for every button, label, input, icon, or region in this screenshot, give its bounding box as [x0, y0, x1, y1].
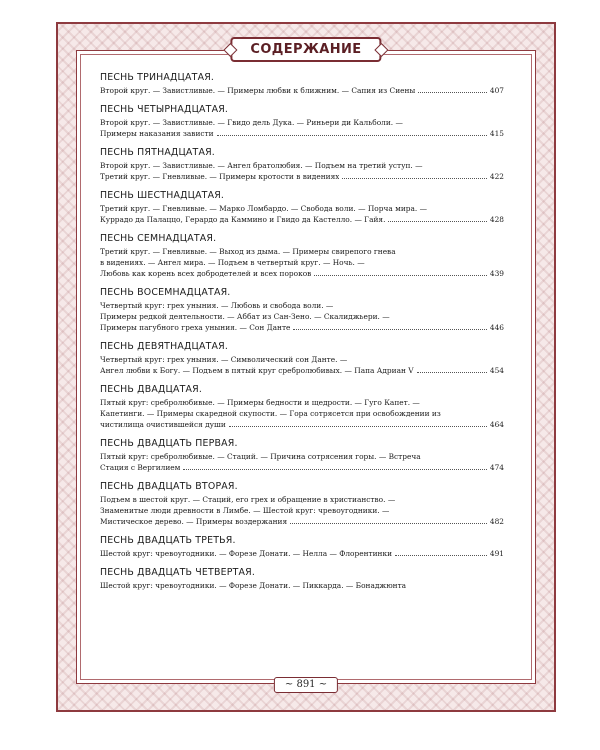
- toc-line-text: Третий круг. — Гневливые. — Выход из дыма. — Примеры свирепого гнева: [100, 247, 396, 256]
- toc-page-number: 474: [489, 463, 504, 472]
- dot-leader: [229, 426, 487, 427]
- toc-page-number: 446: [489, 323, 504, 332]
- toc-line: [100, 300, 504, 311]
- toc-page-number: 491: [489, 549, 504, 558]
- toc-line-text: Стация с Вергилием: [100, 463, 181, 472]
- toc-line-text: в видениях. — Ангел мира. — Подъем в четвертый круг. — Ночь. —: [100, 258, 365, 267]
- toc-line-text: Примеры пагубного греха уныния. — Сон Данте: [100, 323, 291, 332]
- section-title: ПЕСНЬ ВОСЕМНАДЦАТАЯ.: [100, 287, 231, 298]
- toc-page-number: 415: [489, 129, 504, 138]
- toc-section: [100, 481, 504, 527]
- dot-leader: [418, 92, 487, 93]
- section-title: ПЕСНЬ ШЕСТНАДЦАТАЯ.: [100, 190, 225, 201]
- section-title: ПЕСНЬ ДВАДЦАТЬ ПЕРВАЯ.: [100, 438, 238, 449]
- toc-line: [100, 257, 504, 268]
- toc-section: [100, 72, 504, 96]
- toc-line-text: Четвертый круг: грех уныния. — Любовь и свобода воли. —: [100, 301, 334, 310]
- toc-line: [100, 516, 504, 527]
- dot-leader: [314, 275, 487, 276]
- toc-line: [100, 311, 504, 322]
- toc-line-text: Подъем в шестой круг. — Стаций, его грех и обращение в христианство. —: [100, 495, 396, 504]
- toc-line: [100, 408, 504, 419]
- toc-line-text: Пятый круг: сребролюбивые. — Стаций. — Причина сотрясения горы. — Встреча: [100, 452, 421, 461]
- toc-line: [100, 397, 504, 408]
- toc-line-text: Шестой круг: чревоугодники. — Форезе Донати. — Нелла — Флорентинки: [100, 549, 393, 558]
- toc-section: [100, 287, 504, 333]
- toc-line-text: Куррадо да Палаццо, Герардо да Каммино и Гвидо да Кастелло. — Гайя.: [100, 215, 386, 224]
- toc-section: [100, 104, 504, 139]
- toc-line-text: Четвертый круг: грех уныния. — Символический сон Данте. —: [100, 355, 348, 364]
- toc-page-number: 482: [489, 517, 504, 526]
- toc-line: [100, 580, 504, 591]
- toc-page-number: 407: [489, 86, 504, 95]
- toc-line-text: чистилища очистившейся души: [100, 420, 226, 429]
- toc-line: [100, 462, 504, 473]
- dot-leader: [395, 555, 487, 556]
- toc-page-number: 454: [489, 366, 504, 375]
- toc-page-number: 428: [489, 215, 504, 224]
- toc-line: [100, 171, 504, 182]
- toc-line: [100, 160, 504, 171]
- toc-line-text: Любовь как корень всех добродетелей и всех пороков: [100, 269, 312, 278]
- toc-section: [100, 535, 504, 559]
- toc-line-text: Второй круг. — Завистливые. — Ангел братолюбия. — Подъем на третий уступ. —: [100, 161, 423, 170]
- toc-line-text: Капетинги. — Примеры скаредной скупости. — Гора сотрясется при освобождении из: [100, 409, 441, 418]
- toc-section: [100, 190, 504, 225]
- toc-line-text: Знаменитые люди древности в Лимбе. — Шестой круг: чревоугодники. —: [100, 506, 390, 515]
- toc-line: [100, 128, 504, 139]
- toc-line: [100, 117, 504, 128]
- toc-line: [100, 494, 504, 505]
- toc-line: [100, 505, 504, 516]
- dot-leader: [290, 523, 487, 524]
- toc-line: [100, 354, 504, 365]
- table-of-contents: [100, 72, 504, 599]
- toc-line-text: Шестой круг: чревоугодники. — Форезе Донати. — Пиккарда. — Бонаджюнта: [100, 581, 407, 590]
- toc-section: [100, 147, 504, 182]
- toc-line-text: Третий круг. — Гневливые. — Марко Ломбардо. — Свобода воли. — Порча мира. —: [100, 204, 427, 213]
- toc-line-text: Ангел любви к Богу. — Подъем в пятый круг сребролюбивых. — Папа Адриан V: [100, 366, 414, 375]
- section-title: ПЕСНЬ ДВАДЦАТАЯ.: [100, 384, 202, 395]
- toc-line-text: Примеры редкой деятельности. — Аббат из Сан-Зено. — Скалиджьери. —: [100, 312, 390, 321]
- section-title: ПЕСНЬ ТРИНАДЦАТАЯ.: [100, 72, 215, 83]
- toc-section: [100, 384, 504, 430]
- toc-section: [100, 567, 504, 591]
- section-title: ПЕСНЬ ПЯТНАДЦАТАЯ.: [100, 147, 215, 158]
- toc-line: [100, 322, 504, 333]
- dot-leader: [342, 178, 486, 179]
- toc-line: [100, 419, 504, 430]
- section-title: ПЕСНЬ ЧЕТЫРНАДЦАТАЯ.: [100, 104, 229, 115]
- toc-line-text: Примеры наказания зависти: [100, 129, 214, 138]
- toc-line: [100, 268, 504, 279]
- toc-line: [100, 365, 504, 376]
- dot-leader: [183, 469, 486, 470]
- toc-section: [100, 341, 504, 376]
- page-number: ~ 891 ~: [274, 677, 338, 693]
- page-title: СОДЕРЖАНИЕ: [230, 37, 381, 62]
- section-title: ПЕСНЬ ДВАДЦАТЬ ТРЕТЬЯ.: [100, 535, 236, 546]
- toc-line-text: Второй круг. — Завистливые. — Примеры любви к ближним. — Сапия из Сиены: [100, 86, 416, 95]
- dot-leader: [217, 135, 487, 136]
- toc-section: [100, 438, 504, 473]
- toc-page-number: 439: [489, 269, 504, 278]
- toc-line: [100, 246, 504, 257]
- toc-line-text: Второй круг. — Завистливые. — Гвидо дель Дука. — Риньери ди Кальболи. —: [100, 118, 403, 127]
- toc-page-number: 464: [489, 420, 504, 429]
- toc-page-number: 422: [489, 172, 504, 181]
- toc-line: [100, 203, 504, 214]
- section-title: ПЕСНЬ ДЕВЯТНАДЦАТАЯ.: [100, 341, 229, 352]
- toc-line: [100, 451, 504, 462]
- toc-section: [100, 233, 504, 279]
- toc-line-text: Пятый круг: сребролюбивые. — Примеры бедности и щедрости. — Гуго Капет. —: [100, 398, 420, 407]
- dot-leader: [388, 221, 486, 222]
- toc-line: [100, 85, 504, 96]
- section-title: ПЕСНЬ ДВАДЦАТЬ ВТОРАЯ.: [100, 481, 238, 492]
- toc-line: [100, 214, 504, 225]
- toc-line-text: Третий круг. — Гневливые. — Примеры кротости в видениях: [100, 172, 340, 181]
- toc-line: [100, 548, 504, 559]
- section-title: ПЕСНЬ ДВАДЦАТЬ ЧЕТВЕРТАЯ.: [100, 567, 256, 578]
- section-title: ПЕСНЬ СЕМНАДЦАТАЯ.: [100, 233, 217, 244]
- dot-leader: [417, 372, 487, 373]
- dot-leader: [293, 329, 486, 330]
- toc-line-text: Мистическое дерево. — Примеры воздержания: [100, 517, 288, 526]
